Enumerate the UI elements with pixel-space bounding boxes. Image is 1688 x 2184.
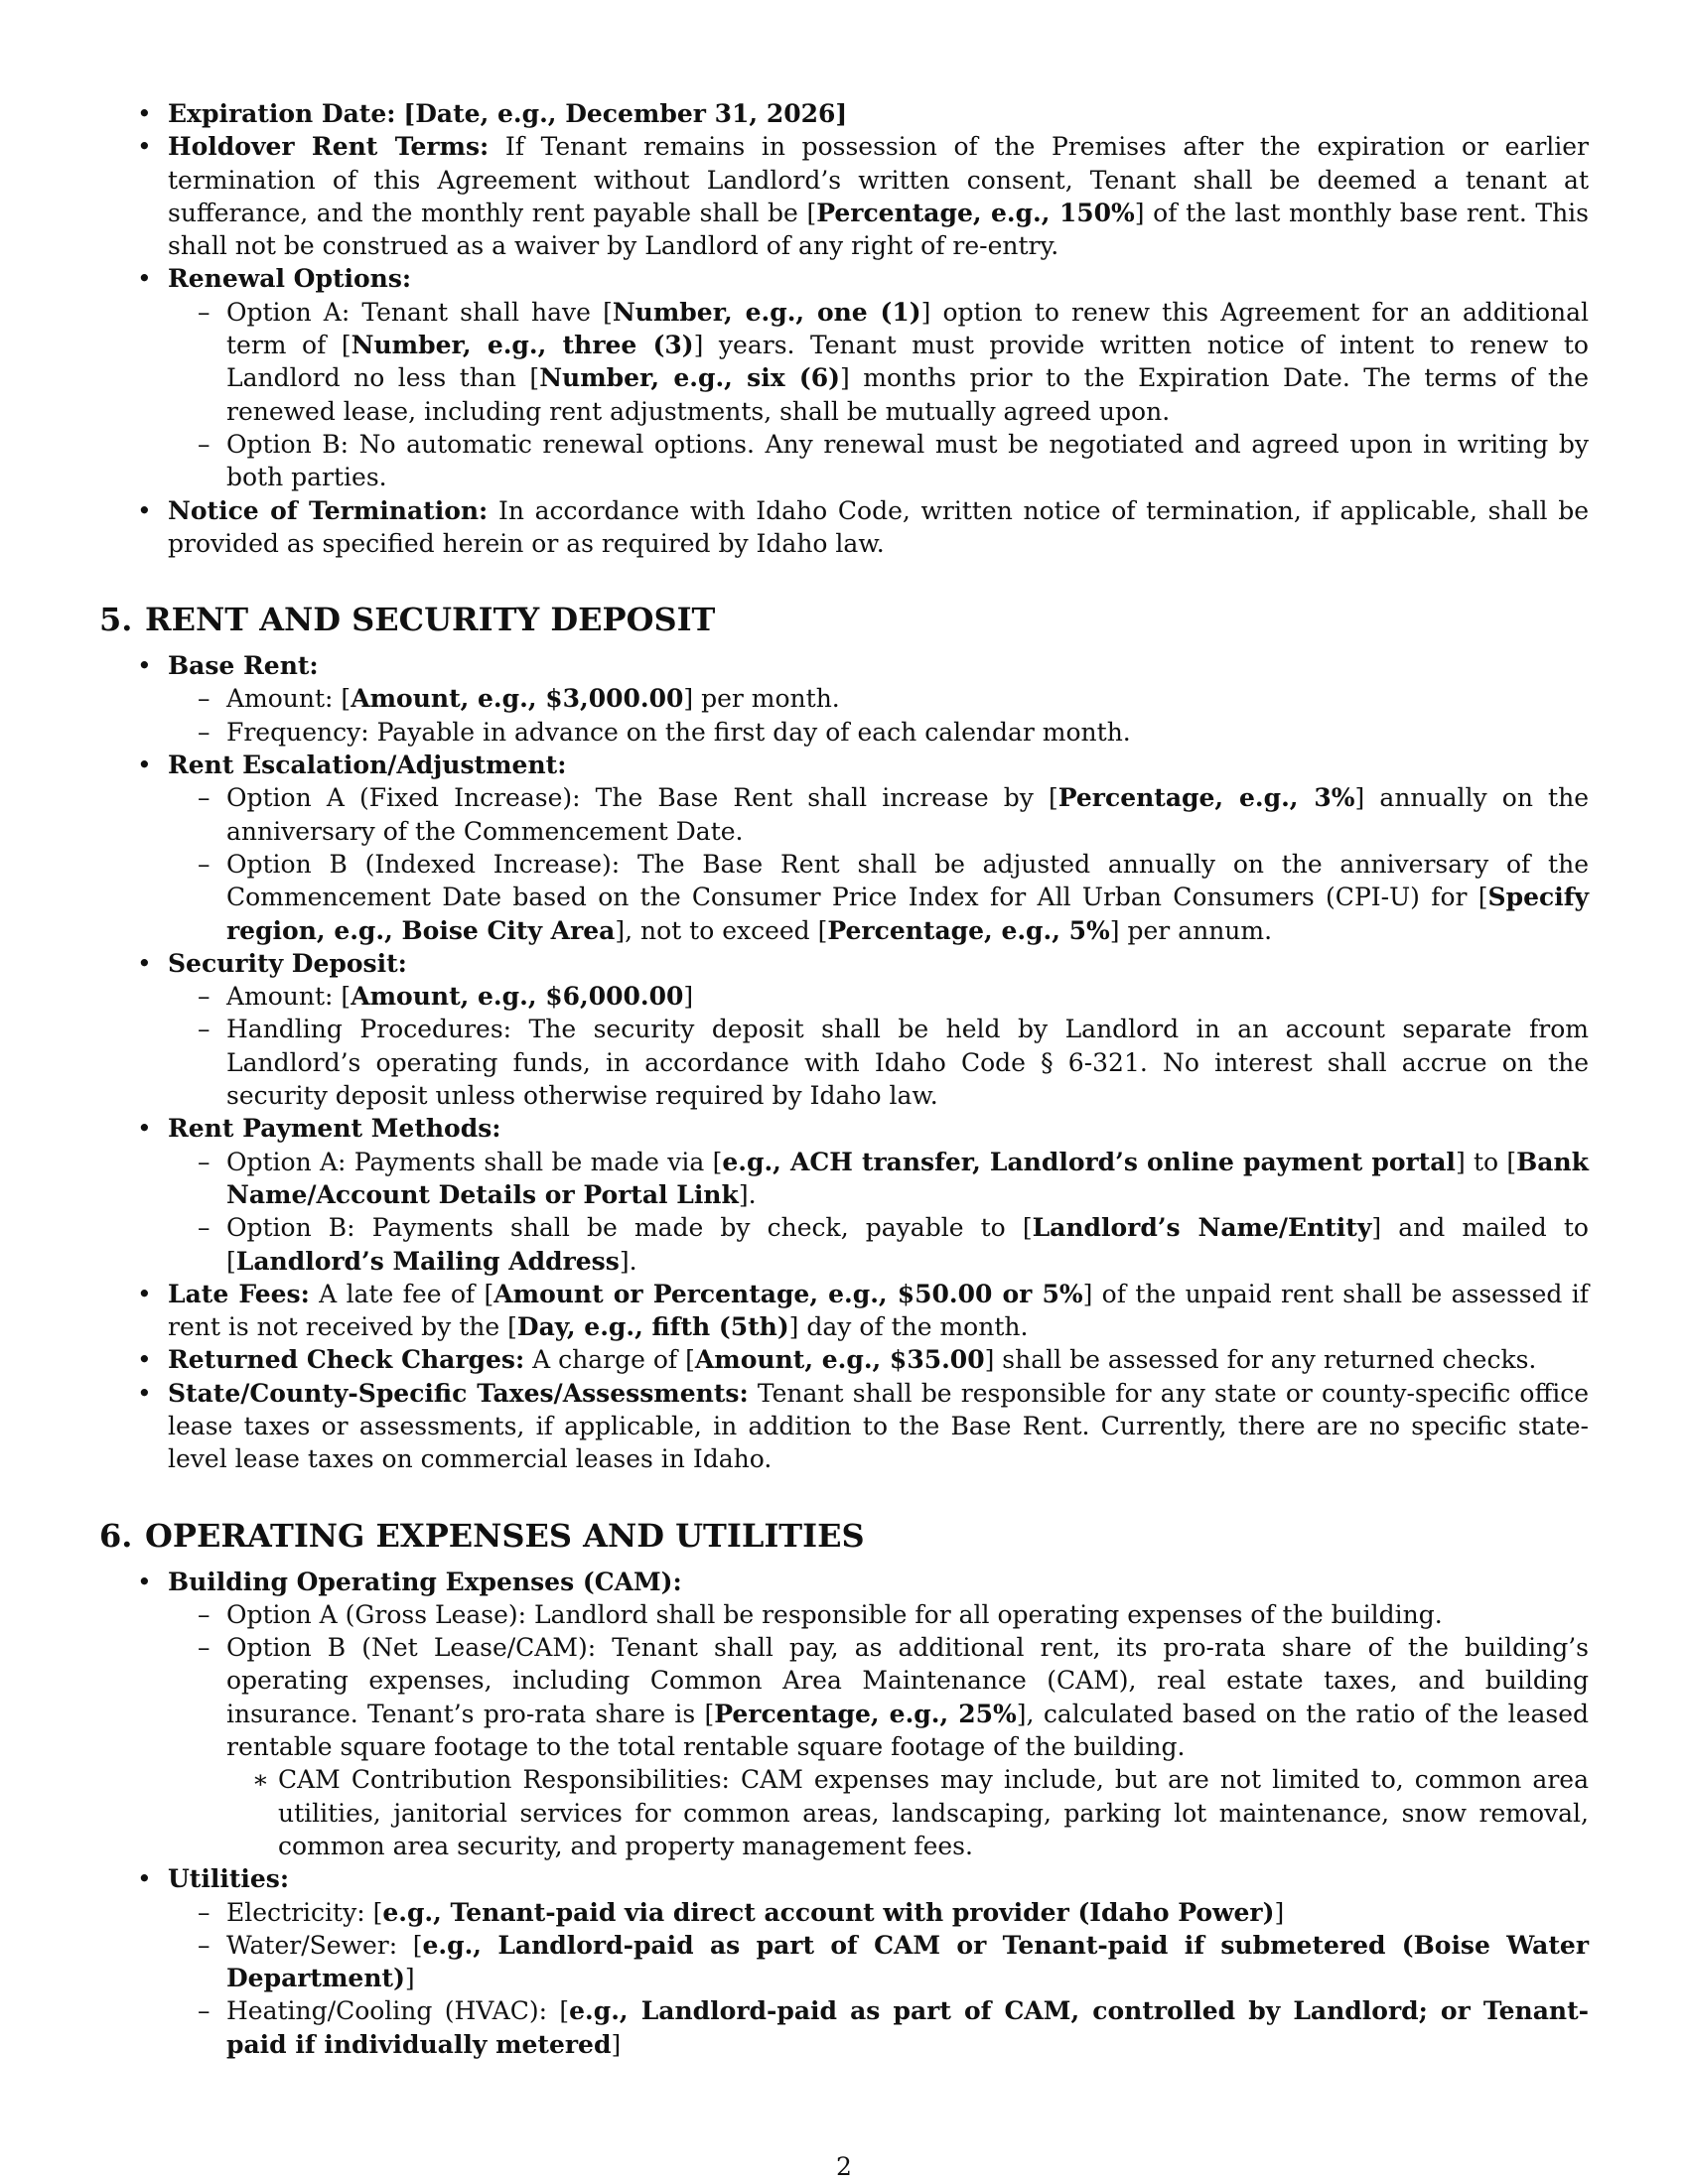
operating-expenses-list xyxy=(99,1566,1589,2061)
placeholder-field: e.g., Landlord-paid as part of CAM or Tenant-paid if submetered (Boise Water Department) xyxy=(226,1930,1589,1993)
list-item: – Handling Procedures: The security deposit shall be held by Landlord in an account separate from Landlord’s operating funds, in accordance with Idaho Code § 6-321. No interest shall accrue on the security deposit unless otherwise required by Idaho law. xyxy=(168,1013,1589,1112)
deposit-label: Security Deposit: xyxy=(168,948,407,978)
placeholder-field: Number, e.g., three (3) xyxy=(351,331,694,360)
placeholder-field: Percentage, e.g., 3% xyxy=(1057,783,1355,813)
term-list xyxy=(99,97,1589,560)
list-item: • Holdover Rent Terms: If Tenant remains in possession of the Premises after the expiration or earlier termination of this Agreement without Landlord’s written consent, Tenant shall be deemed a tenant at sufferance, and the monthly rent payable shall be [Percentage, e.g., 150%] of the last monthly base rent. This shall not be construed as a waiver by Landlord of any right of re-entry. xyxy=(99,130,1589,262)
notice-label: Notice of Termination: xyxy=(168,495,489,525)
list-item xyxy=(99,1566,1589,1863)
placeholder-field: Specify region, e.g., Boise City Area xyxy=(226,883,1589,945)
utilities-label: Utilities: xyxy=(168,1864,290,1894)
list-item: • Returned Check Charges: A charge of [Amount, e.g., $35.00] shall be assessed for any returned checks. xyxy=(99,1343,1589,1376)
escalation-label: Rent Escalation/Adjustment: xyxy=(168,751,567,780)
list-item xyxy=(99,649,1589,749)
list-item: – Option B: No automatic renewal options. Any renewal must be negotiated and agreed upon in writing by both parties. xyxy=(168,428,1589,494)
placeholder-field: Percentage, e.g., 25% xyxy=(714,1699,1017,1728)
list-item: • Late Fees: A late fee of [Amount or Percentage, e.g., $50.00 or 5%] of the unpaid rent shall be assessed if rent is not received by the [Day, e.g., fifth (5th)] day of the month. xyxy=(99,1278,1589,1344)
renewal-options xyxy=(168,296,1589,494)
document-body xyxy=(99,97,1589,2061)
renewal-label: Renewal Options: xyxy=(168,264,412,294)
placeholder-field: e.g., ACH transfer, Landlord’s online payment portal xyxy=(722,1147,1456,1176)
base-rent-label: Base Rent: xyxy=(168,651,319,681)
list-item: – Option B: Payments shall be made by check, payable to [Landlord’s Name/Entity] and mailed to [Landlord’s Mailing Address]. xyxy=(168,1211,1589,1278)
late-fees-label: Late Fees: xyxy=(168,1279,310,1308)
section-heading: 6. OPERATING EXPENSES AND UTILITIES xyxy=(99,1516,865,1555)
placeholder-field: Day, e.g., fifth (5th) xyxy=(516,1312,789,1342)
taxes-label: State/County-Specific Taxes/Assessments: xyxy=(168,1378,749,1408)
list-item: – Electricity: [e.g., Tenant-paid via direct account with provider (Idaho Power)] xyxy=(168,1896,1589,1929)
list-item xyxy=(99,947,1589,1112)
payment-label: Rent Payment Methods: xyxy=(168,1114,501,1144)
placeholder-field: Landlord’s Name/Entity xyxy=(1032,1213,1372,1243)
section-heading: 5. RENT AND SECURITY DEPOSIT xyxy=(99,601,716,639)
list-item: • Notice of Termination: In accordance with Idaho Code, written notice of termination, if applicable, shall be provided as specified herein or as required by Idaho law. xyxy=(99,494,1589,561)
placeholder-field: Amount, e.g., $35.00 xyxy=(694,1345,985,1375)
list-item: – Frequency: Payable in advance on the first day of each calendar month. xyxy=(168,716,1589,749)
list-item xyxy=(99,1112,1589,1277)
list-item: – Option A: Payments shall be made via [e.g., ACH transfer, Landlord’s online payment portal] to [Bank Name/Account Details or Portal Link]. xyxy=(168,1146,1589,1212)
list-item: – Amount: [Amount, e.g., $3,000.00] per month. xyxy=(168,682,1589,715)
list-item xyxy=(99,97,1589,130)
list-item xyxy=(99,262,1589,493)
list-item: – Water/Sewer: [e.g., Landlord-paid as part of CAM or Tenant-paid if submetered (Boise Water Department)] xyxy=(168,1929,1589,1995)
placeholder-field: Number, e.g., six (6) xyxy=(539,363,840,393)
list-item: – Option A: Tenant shall have [Number, e.g., one (1)] option to renew this Agreement for an additional term of [Number, e.g., three (3)] years. Tenant must provide written notice of intent to renew to Landlord no less than [Number, e.g., six (6)] months prior to the Expiration Date. The terms of the renewed lease, including rent adjustments, shall be mutually agreed upon. xyxy=(168,296,1589,428)
list-item xyxy=(99,749,1589,947)
placeholder-field: Number, e.g., one (1) xyxy=(612,297,921,327)
placeholder-field: Percentage, e.g., 150% xyxy=(816,198,1135,227)
placeholder-field: Percentage, e.g., 5% xyxy=(827,915,1110,945)
placeholder-field: Amount, e.g., $3,000.00 xyxy=(351,684,684,714)
list-item: – Option B (Net Lease/CAM): Tenant shall pay, as additional rent, its pro-rata share of the building’s operating expenses, including Common Area Maintenance (CAM), real estate taxes, and building insurance. Tenant’s pro-rata share is [Percentage, e.g., 25%], calculated based on the ratio of the leased rentable square footage to the total rentable square footage of the building. ∗ CAM Contribution Responsibilities: CAM expenses may include, but are not limited to, common area utilities, janitorial services for common areas, landscaping, parking lot maintenance, snow removal, common area security, and property management fees. xyxy=(168,1631,1589,1862)
list-item: – Option A (Fixed Increase): The Base Rent shall increase by [Percentage, e.g., 3%] annually on the anniversary of the Commencement Date. xyxy=(168,781,1589,848)
placeholder-field: Amount or Percentage, e.g., $50.00 or 5% xyxy=(493,1279,1083,1308)
list-item: • State/County-Specific Taxes/Assessments: Tenant shall be responsible for any state or county-specific office lease taxes or assessments, if applicable, in addition to the Base Rent. Currently, there are no specific state-level lease taxes on commercial leases in Idaho. xyxy=(99,1377,1589,1476)
list-item: ∗ CAM Contribution Responsibilities: CAM expenses may include, but are not limited to, common area utilities, janitorial services for common areas, landscaping, parking lot maintenance, snow removal, common area security, and property management fees. xyxy=(226,1763,1589,1862)
placeholder-field: Landlord’s Mailing Address xyxy=(235,1246,620,1276)
placeholder-field: e.g., Landlord-paid as part of CAM, controlled by Landlord; or Tenant-paid if individually metered xyxy=(226,1996,1589,2059)
expiration-label: Expiration Date: xyxy=(168,99,396,128)
rent-list xyxy=(99,649,1589,1475)
list-item: – Heating/Cooling (HVAC): [e.g., Landlord-paid as part of CAM, controlled by Landlord; or Tenant-paid if individually metered] xyxy=(168,1994,1589,2061)
list-item: – Amount: [Amount, e.g., $6,000.00] xyxy=(168,980,1589,1013)
placeholder-field: Amount, e.g., $6,000.00 xyxy=(351,982,684,1012)
returned-check-label: Returned Check Charges: xyxy=(168,1345,525,1375)
placeholder-field: e.g., Tenant-paid via direct account with provider (Idaho Power) xyxy=(382,1897,1275,1927)
list-item: – Option B (Indexed Increase): The Base Rent shall be adjusted annually on the anniversary of the Commencement Date based on the Consumer Price Index for All Urban Consumers (CPI-U) for [Specify region, e.g., Boise City Area], not to exceed [Percentage, e.g., 5%] per annum. xyxy=(168,848,1589,947)
cam-label: Building Operating Expenses (CAM): xyxy=(168,1567,682,1596)
expiration-value: [Date, e.g., December 31, 2026] xyxy=(403,99,848,128)
list-item: – Option A (Gross Lease): Landlord shall be responsible for all operating expenses of the building. xyxy=(168,1598,1589,1631)
list-item xyxy=(99,1862,1589,2061)
holdover-label: Holdover Rent Terms: xyxy=(168,132,490,162)
placeholder-field: Bank Name/Account Details or Portal Link xyxy=(226,1147,1589,1209)
page-number: 2 xyxy=(836,2152,852,2181)
